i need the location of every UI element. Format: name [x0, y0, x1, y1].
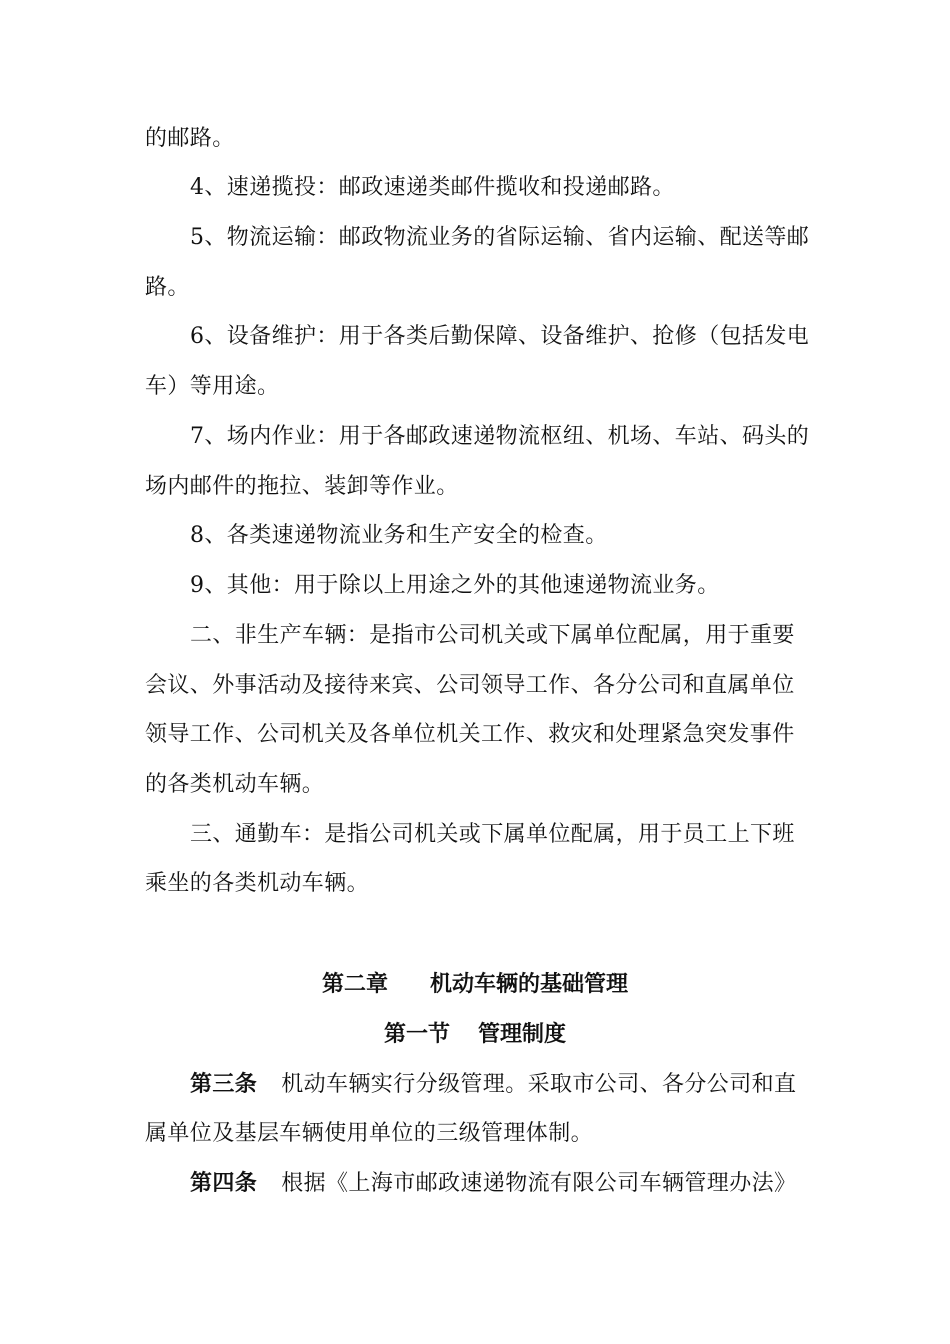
body-line: 的各类机动车辆。 [145, 772, 325, 797]
body-line: 场内邮件的拖拉、装卸等作业。 [145, 474, 459, 499]
list-item-6: 6、设备维护：用于各类后勤保障、设备维护、抢修（包括发电 [190, 324, 810, 349]
list-item-7: 7、场内作业：用于各邮政速递物流枢纽、机场、车站、码头的 [190, 424, 810, 449]
list-item-8: 8、各类速递物流业务和生产安全的检查。 [190, 523, 608, 548]
list-item-9: 9、其他：用于除以上用途之外的其他速递物流业务。 [190, 573, 720, 598]
chapter-number: 第二章 [321, 971, 388, 997]
article-3-continuation: 属单位及基层车辆使用单位的三级管理体制。 [145, 1121, 594, 1146]
section-title: 管理制度 [478, 1021, 567, 1047]
body-line: 乘坐的各类机动车辆。 [145, 871, 370, 896]
chapter-title: 机动车辆的基础管理 [430, 971, 629, 997]
article-4-text: 根据《上海市邮政速递物流有限公司车辆管理办法》 [281, 1171, 797, 1196]
list-item-4: 4、速递揽投：邮政速递类邮件揽收和投递邮路。 [190, 175, 675, 200]
section-number: 第一节 [383, 1021, 450, 1047]
body-line: 的邮路。 [145, 126, 235, 151]
body-line: 车）等用途。 [145, 374, 280, 399]
list-item-5: 5、物流运输：邮政物流业务的省际运输、省内运输、配送等邮 [190, 225, 810, 250]
article-4-label: 第四条 [190, 1170, 258, 1196]
paragraph-non-production-vehicles: 二、非生产车辆：是指市公司机关或下属单位配属，用于重要 [190, 623, 795, 648]
body-line: 领导工作、公司机关及各单位机关工作、救灾和处理紧急突发事件 [145, 722, 795, 747]
body-line: 会议、外事活动及接待来宾、公司领导工作、各分公司和直属单位 [145, 673, 795, 698]
article-3-text: 机动车辆实行分级管理。采取市公司、各分公司和直 [281, 1072, 797, 1097]
article-4 [190, 1168, 810, 1198]
article-3 [190, 1069, 810, 1099]
chapter-heading [0, 969, 950, 999]
body-line: 路。 [145, 275, 190, 300]
article-3-label: 第三条 [190, 1071, 258, 1097]
section-heading [0, 1019, 950, 1049]
paragraph-commuter-vehicles: 三、通勤车：是指公司机关或下属单位配属，用于员工上下班 [190, 822, 795, 847]
